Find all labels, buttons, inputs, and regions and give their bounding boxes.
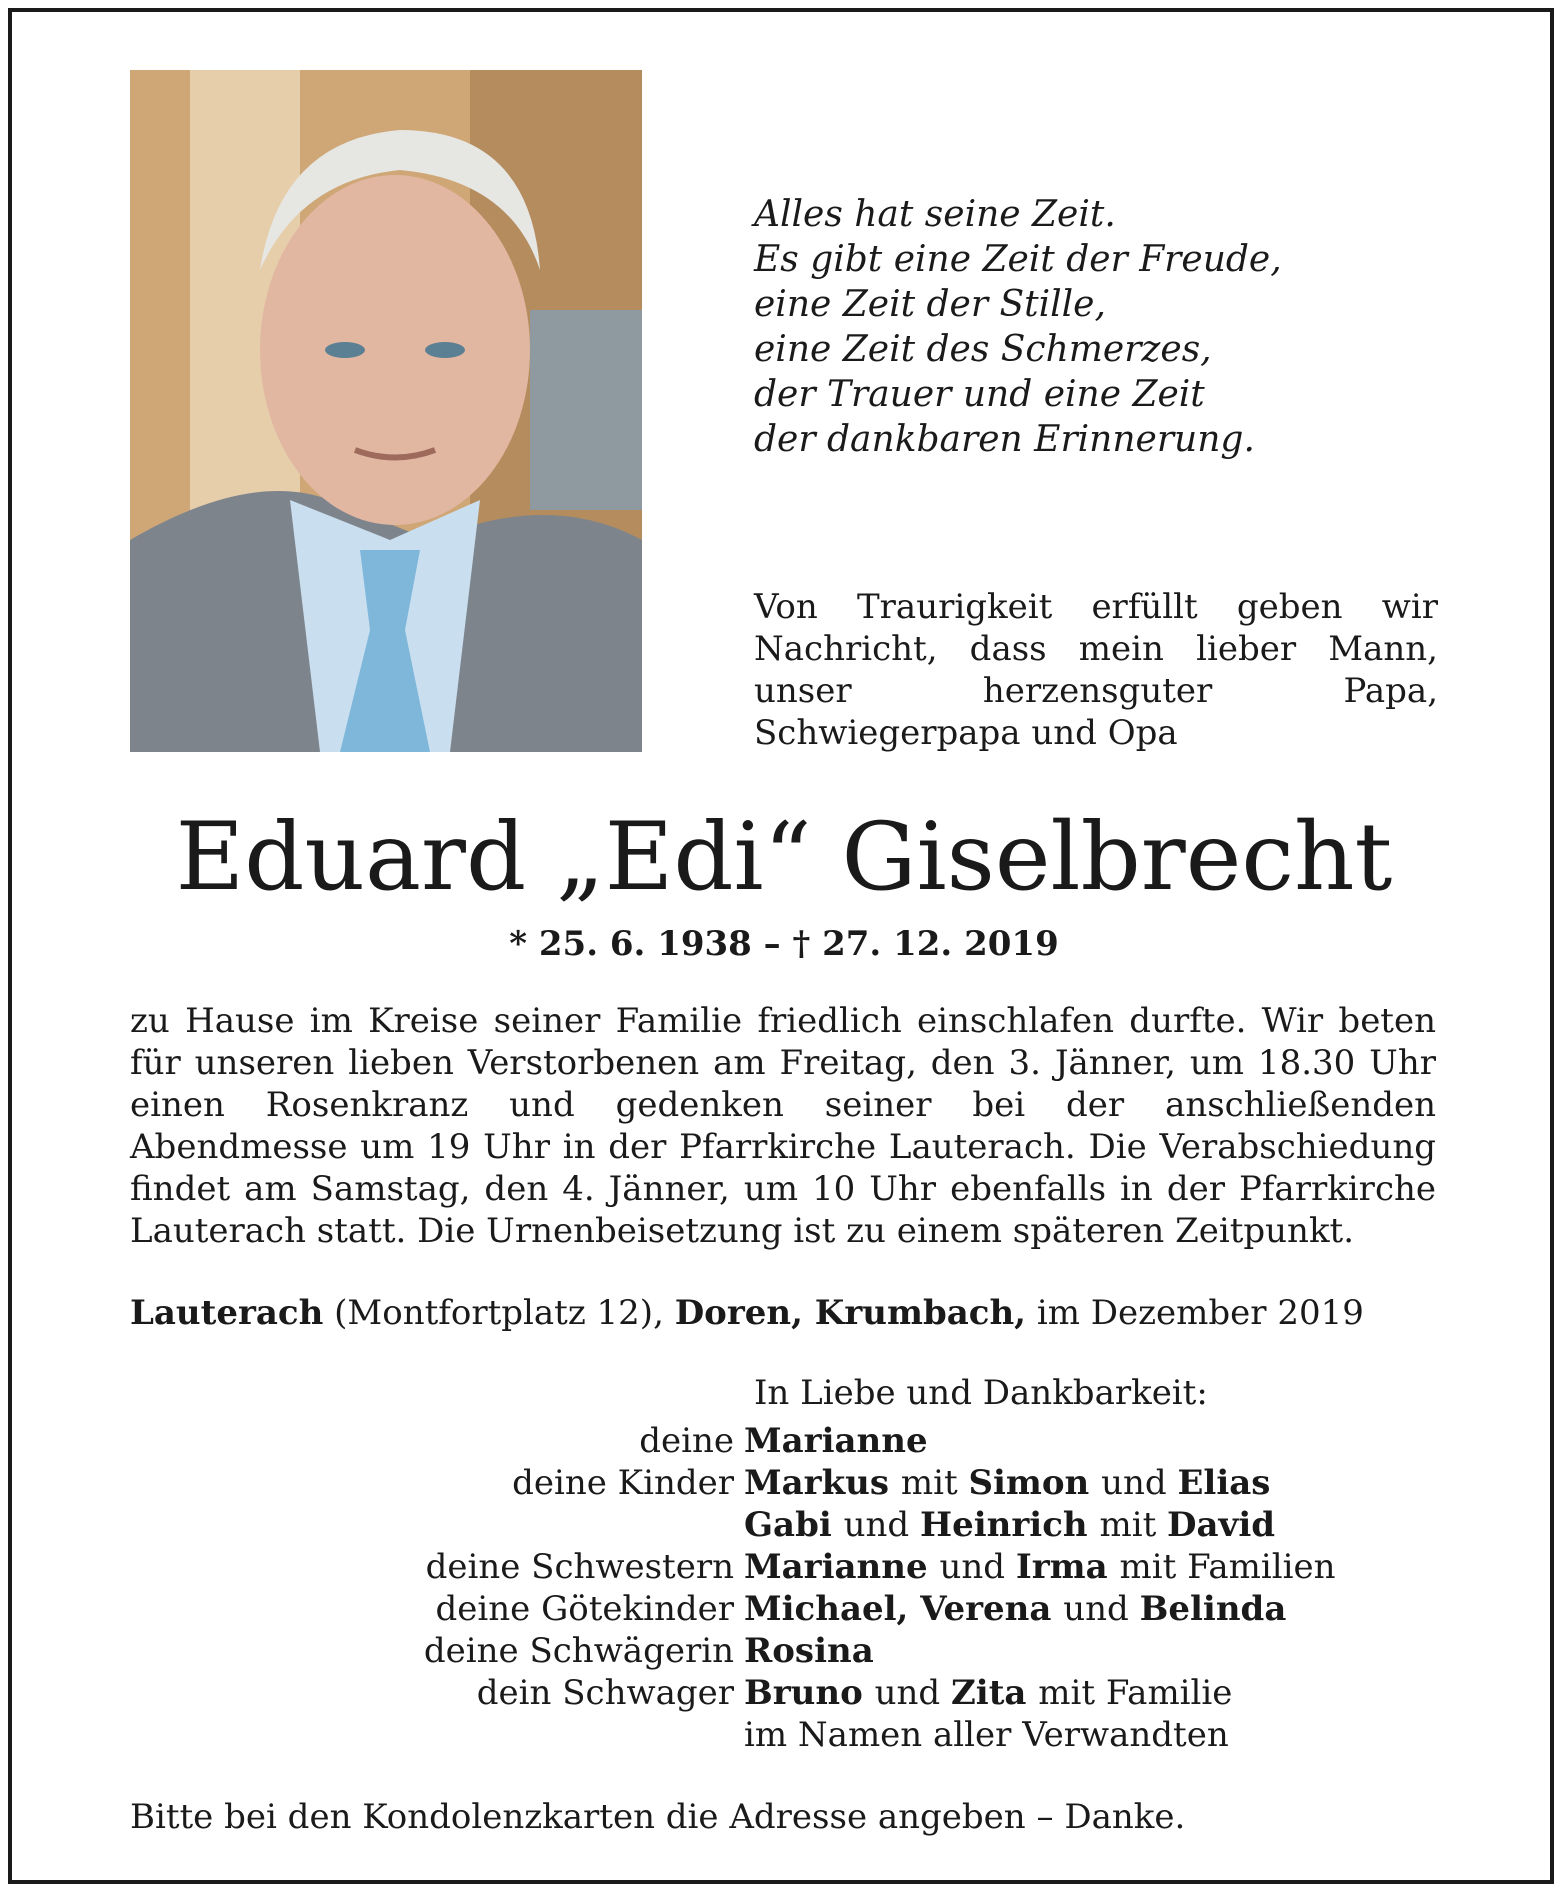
- family-name-word: und: [843, 1505, 920, 1545]
- family-name-word: mit: [1038, 1673, 1106, 1713]
- family-name-word: Elias: [1177, 1463, 1271, 1503]
- family-row: [130, 1420, 1440, 1462]
- family-name-word: Michael,: [744, 1589, 921, 1629]
- place-address: (Montfortplatz 12),: [323, 1293, 675, 1333]
- family-list: [130, 1420, 1440, 1756]
- family-name-word: Simon: [968, 1463, 1102, 1503]
- family-name-word: Familie: [1105, 1673, 1233, 1713]
- life-dates: * 25. 6. 1938 – † 27. 12. 2019: [509, 924, 1059, 964]
- portrait-photo: [130, 70, 642, 752]
- family-name-word: Rosina: [744, 1631, 874, 1671]
- family-row: [130, 1504, 1440, 1546]
- family-row: [130, 1546, 1440, 1588]
- family-relation: deine Kinder: [512, 1463, 734, 1503]
- family-names: [744, 1630, 874, 1672]
- family-name-word: Marianne: [744, 1421, 928, 1461]
- family-names: [744, 1462, 1270, 1504]
- poem-line: Alles hat seine Zeit.: [754, 194, 1116, 235]
- family-name-word: Markus: [744, 1463, 901, 1503]
- family-row: [130, 1630, 1440, 1672]
- family-name-word: Belinda: [1139, 1589, 1287, 1629]
- family-name-word: Bruno: [744, 1673, 875, 1713]
- family-name-word: Verena: [920, 1589, 1064, 1629]
- family-relation: deine Götekinder: [435, 1589, 734, 1629]
- family-relation: deine Schwestern: [425, 1547, 734, 1587]
- family-name-word: und: [1063, 1589, 1140, 1629]
- family-names: [744, 1420, 928, 1462]
- family-names: [744, 1504, 1275, 1546]
- family-names: [744, 1588, 1286, 1630]
- poem-line: eine Zeit der Stille,: [754, 284, 1106, 325]
- family-name-word: Zita: [950, 1673, 1039, 1713]
- family-row: [130, 1714, 1440, 1756]
- family-name-word: und: [939, 1547, 1016, 1587]
- family-row: [130, 1462, 1440, 1504]
- family-name-word: und: [874, 1673, 951, 1713]
- family-relation: dein Schwager: [476, 1673, 734, 1713]
- family-name-word: Heinrich: [919, 1505, 1100, 1545]
- footer-note: Bitte bei den Kondolenzkarten die Adresse angeben – Danke.: [130, 1797, 1186, 1837]
- family-name-word: Irma: [1015, 1547, 1120, 1587]
- family-name-word: Marianne: [744, 1547, 940, 1587]
- family-name-word: mit: [900, 1463, 969, 1503]
- place-date-line: [130, 1292, 1364, 1334]
- poem: [754, 192, 1394, 462]
- family-name-word: David: [1167, 1505, 1276, 1545]
- portrait-photo-icon: [130, 70, 642, 752]
- poem-line: eine Zeit des Schmerzes,: [754, 329, 1212, 370]
- family-relation: deine: [639, 1421, 734, 1461]
- family-row: [130, 1672, 1440, 1714]
- poem-line: Es gibt eine Zeit der Freude,: [754, 239, 1282, 280]
- family-name-word: Gabi: [744, 1505, 844, 1545]
- family-name-word: und: [1101, 1463, 1178, 1503]
- family-relation: [130, 1504, 744, 1546]
- love-line: In Liebe und Dankbarkeit:: [754, 1373, 1208, 1413]
- family-names: [744, 1546, 1336, 1588]
- place-town: Lauterach: [130, 1293, 324, 1333]
- family-names: im Namen aller Verwandten: [744, 1715, 1229, 1755]
- intro-paragraph: Von Traurigkeit erfüllt geben wir Nachricht, dass mein lieber Mann, unser herzensguter Papa, Schwiegerpapa und Opa: [754, 587, 1438, 753]
- funeral-details-paragraph: zu Hause im Kreise seiner Familie friedlich einschlafen durfte. Wir beten für unseren lieben Verstorbenen am Freitag, den 3. Jänner, um 18.30 Uhr einen Rosenkranz und gedenken seiner bei der anschließenden Abendmesse um 19 Uhr in der Pfarrkirche Lauterach. Die Verabschiedung findet am Samstag, den 4. Jänner, um 10 Uhr ebenfalls in der Pfarrkirche Lauterach statt. Die Urnenbeisetzung ist zu einem späteren Zeitpunkt.: [130, 1001, 1436, 1251]
- place-towns: Doren, Krumbach,: [674, 1293, 1027, 1333]
- family-relation: deine Schwägerin: [423, 1631, 734, 1671]
- poem-line: der Trauer und eine Zeit: [754, 374, 1205, 415]
- family-name-word: Familien: [1187, 1547, 1336, 1587]
- deceased-name: Eduard „Edi“ Giselbrecht: [175, 803, 1393, 912]
- family-row: [130, 1588, 1440, 1630]
- family-relation: [130, 1714, 744, 1756]
- poem-line: der dankbaren Erinnerung.: [754, 419, 1255, 460]
- family-name-word: mit: [1099, 1505, 1168, 1545]
- place-date: im Dezember 2019: [1026, 1293, 1364, 1333]
- family-names: [744, 1672, 1232, 1714]
- family-name-word: mit: [1119, 1547, 1188, 1587]
